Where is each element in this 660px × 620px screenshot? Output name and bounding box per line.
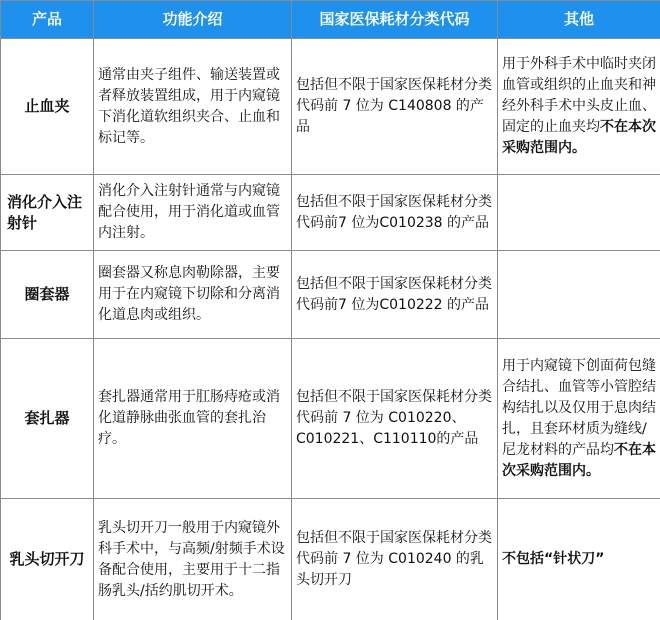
classification-code: 包括但不限于国家医保耗材分类代码前7 位为C010238 的产品 <box>292 175 498 251</box>
table-header-row <box>1 1 660 39</box>
classification-code: 包括但不限于国家医保耗材分类代码前 7 位为 C010240 的乳头切开刀 <box>292 499 498 620</box>
header-other: 其他 <box>498 1 660 39</box>
other-note <box>498 251 660 339</box>
product-name: 乳头切开刀 <box>1 499 94 620</box>
classification-code: 包括但不限于国家医保耗材分类代码前 7 位为 C010220、C010221、C110110的产品 <box>292 339 498 499</box>
function-description: 圈套器又称息肉勒除器，主要用于在内窥镜下切除和分离消化道息肉或组织。 <box>94 251 292 339</box>
table-row <box>1 251 660 339</box>
header-code: 国家医保耗材分类代码 <box>292 1 498 39</box>
other-note-emphasis: 不包括“针状刀” <box>502 551 605 567</box>
table-row <box>1 175 660 251</box>
table-row <box>1 499 660 620</box>
other-note-emphasis: 不在本次采购范围内。 <box>502 441 656 479</box>
other-note <box>498 339 660 499</box>
other-note <box>498 175 660 251</box>
table-row <box>1 39 660 175</box>
function-description: 套扎器通常用于肛肠痔疮或消化道静脉曲张血管的套扎治疗。 <box>94 339 292 499</box>
product-name: 圈套器 <box>1 251 94 339</box>
classification-code: 包括但不限于国家医保耗材分类代码前7 位为C010222 的产品 <box>292 251 498 339</box>
header-function: 功能介绍 <box>94 1 292 39</box>
other-note <box>498 39 660 175</box>
function-description: 消化介入注射针通常与内窥镜配合使用，用于消化道或血管内注射。 <box>94 175 292 251</box>
other-note-text: 用于内窥镜下创面荷包缝合结扎、血管等小管腔结构结扎以及仅用于息肉结扎，且套环材质为缝线/尼龙材料的产品均 <box>502 357 656 458</box>
function-description: 通常由夹子组件、输送装置或者释放装置组成，用于内窥镜下消化道软组织夹合、止血和标记等。 <box>94 39 292 175</box>
other-note <box>498 499 660 620</box>
product-name: 套扎器 <box>1 339 94 499</box>
header-product: 产品 <box>1 1 94 39</box>
product-name: 止血夹 <box>1 39 94 175</box>
other-note-emphasis: 不在本次采购范围内。 <box>502 119 656 156</box>
classification-code: 包括但不限于国家医保耗材分类代码前 7 位为 C140808 的产品 <box>292 39 498 175</box>
product-name: 消化介入注射针 <box>1 175 94 251</box>
function-description: 乳头切开刀一般用于内窥镜外科手术中，与高频/射频手术设备配合使用，主要用于十二指肠乳头/括约肌切开术。 <box>94 499 292 620</box>
other-note-text: 用于外科手术中临时夹闭血管或组织的止血夹和神经外科手术中头皮止血、固定的止血夹均 <box>502 56 656 135</box>
table-row <box>1 339 660 499</box>
